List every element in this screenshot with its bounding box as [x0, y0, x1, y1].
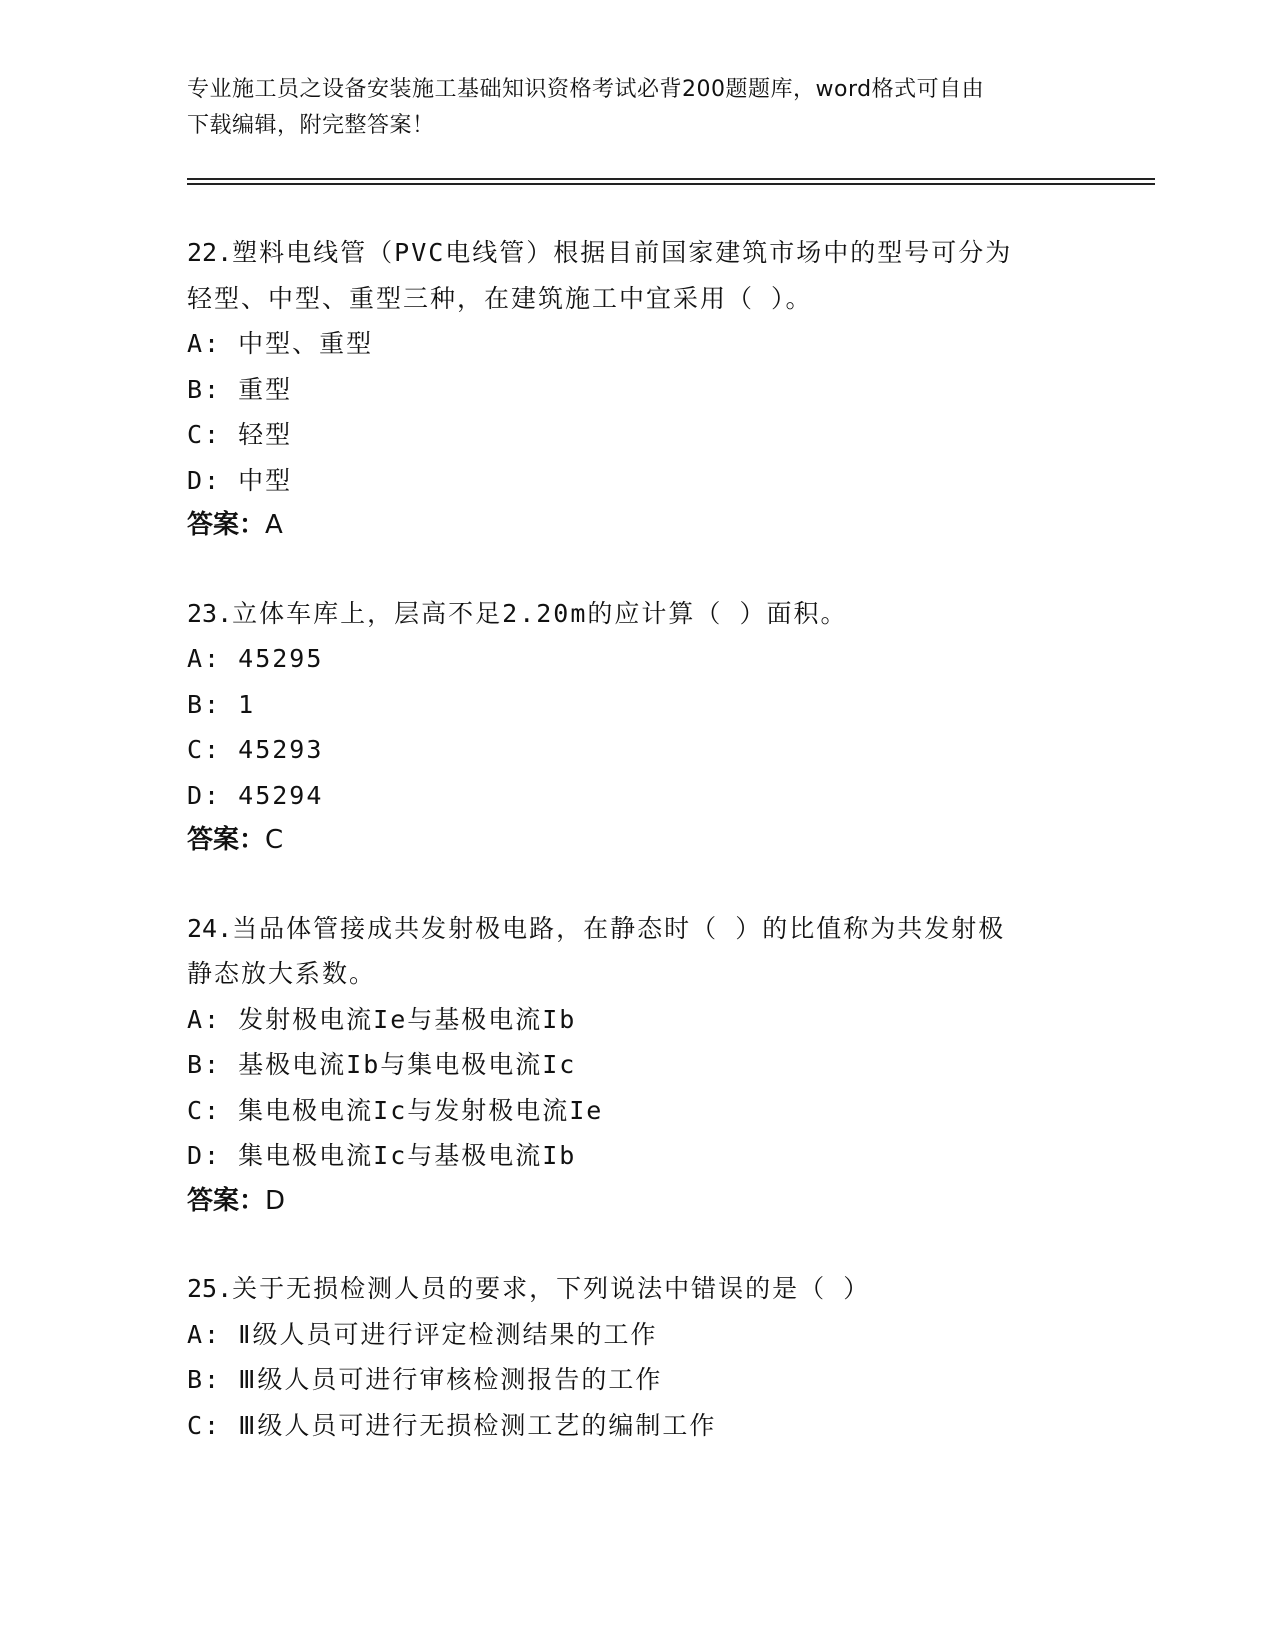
- option-a: A: Ⅱ级人员可进行评定检测结果的工作: [187, 1319, 658, 1349]
- option-d: D: 中型: [187, 465, 293, 495]
- answer-line: [187, 503, 1087, 549]
- option-a: A: 中型、重型: [187, 329, 374, 358]
- header-line-1: 专业施工员之设备安装施工基础知识资格考试必背200题题库，word格式可自由: [187, 77, 985, 102]
- option-b: B: Ⅲ级人员可进行审核检测报告的工作: [187, 1365, 663, 1394]
- answer-line: [187, 1179, 1087, 1225]
- question-22: [187, 230, 1087, 549]
- question-text: [187, 906, 1087, 952]
- question-number: 22.: [187, 238, 233, 267]
- header-divider-top: [187, 178, 1155, 180]
- answer-label: 答案：: [187, 825, 266, 855]
- question-24: [187, 906, 1087, 1225]
- question-25: [187, 1266, 1087, 1448]
- question-text-line-1: 关于无损检测人员的要求，下列说法中错误的是（ ）: [232, 1274, 871, 1303]
- question-text: [187, 591, 1087, 637]
- option-c: C: 轻型: [187, 420, 293, 449]
- question-text-line-1: 当品体管接成共发射极电路，在静态时（ ）的比值称为共发射极: [232, 913, 1006, 943]
- option-b: B: 基极电流Ib与集电极电流Ic: [187, 1050, 577, 1079]
- answer-value: D: [265, 1185, 286, 1216]
- question-list: [187, 230, 1087, 1490]
- question-number: 23.: [187, 598, 233, 628]
- question-text-line-2: 轻型、中型、重型三种，在建筑施工中宜采用（ ）。: [187, 283, 813, 313]
- option-b: B: 1: [187, 689, 256, 719]
- option-d: D: 45294: [187, 780, 324, 810]
- answer-label: 答案：: [187, 510, 266, 540]
- answer-line: [187, 818, 1087, 864]
- header-line-2: 下载编辑，附完整答案！: [187, 113, 435, 138]
- question-text: [187, 1266, 1087, 1312]
- option-c: C: 45293: [187, 735, 324, 764]
- option-c: C: Ⅲ级人员可进行无损检测工艺的编制工作: [187, 1410, 717, 1440]
- option-a: A: 45295: [187, 644, 324, 673]
- question-text-line-1: 立体车库上，层高不足2.20m的应计算（ ）面积。: [232, 598, 848, 628]
- question-number: 24.: [187, 913, 233, 943]
- question-text-line-2: 静态放大系数。: [187, 959, 377, 988]
- answer-label: 答案：: [187, 1185, 266, 1216]
- question-text: [187, 230, 1087, 276]
- option-b: B: 重型: [187, 374, 293, 404]
- document-header: [187, 72, 1087, 144]
- option-c: C: 集电极电流Ic与发射极电流Ie: [187, 1095, 604, 1125]
- option-d: D: 集电极电流Ic与基极电流Ib: [187, 1141, 577, 1170]
- question-number: 25.: [187, 1274, 233, 1303]
- header-divider-bottom: [187, 183, 1155, 185]
- question-23: [187, 591, 1087, 864]
- answer-value: A: [265, 510, 283, 540]
- answer-value: C: [265, 825, 284, 855]
- option-a: A: 发射极电流Ie与基极电流Ib: [187, 1004, 577, 1034]
- question-text-line-1: 塑料电线管（PVC电线管）根据目前国家建筑市场中的型号可分为: [232, 238, 1013, 267]
